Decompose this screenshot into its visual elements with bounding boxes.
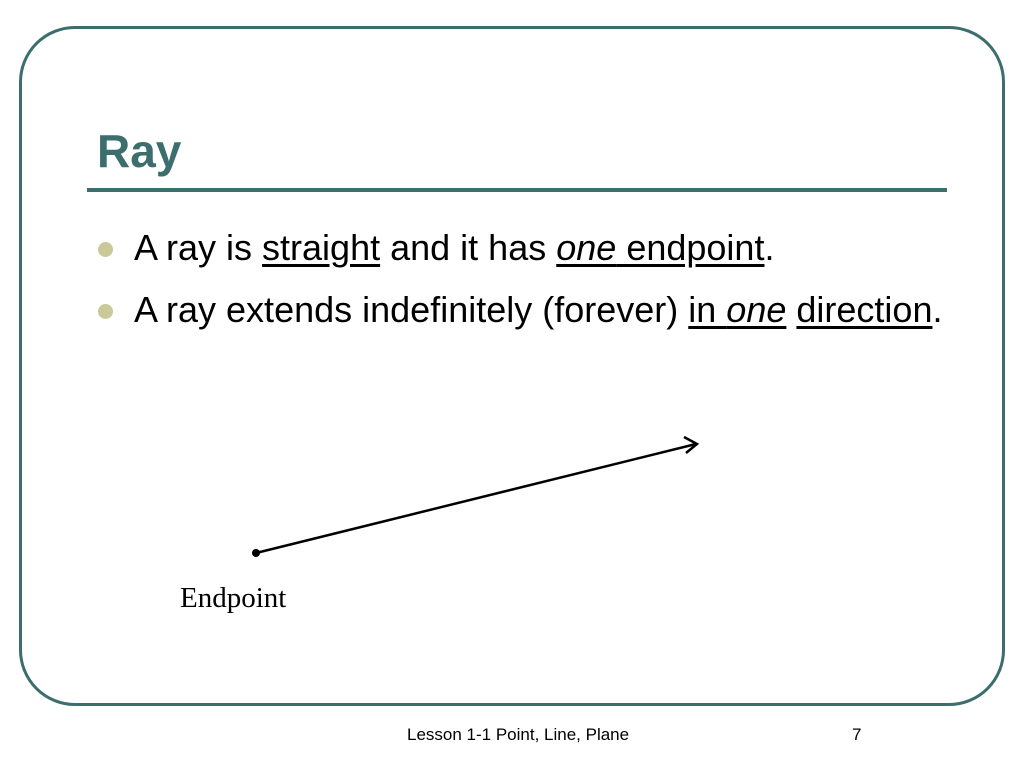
bullet-text: and it has [380, 227, 557, 268]
bullet-text: . [764, 227, 775, 268]
bullet-emphasis: direction [796, 289, 933, 330]
endpoint-label: Endpoint [180, 582, 287, 614]
footer-lesson: Lesson 1-1 Point, Line, Plane [407, 725, 630, 744]
bullet-emphasis: in [688, 289, 727, 330]
bullet-emphasis: straight [262, 227, 381, 268]
bullet-emphasis: one [556, 227, 617, 268]
endpoint-dot-icon [252, 549, 260, 557]
bullet-emphasis: one [726, 289, 787, 330]
bullet-text: A ray extends indefinitely (forever) [134, 289, 689, 330]
footer-page-number: 7 [852, 725, 862, 744]
bullet-text: A ray is [134, 227, 263, 268]
bullet-text: . [932, 289, 943, 330]
slide-title: Ray [97, 125, 182, 177]
bullet-emphasis: endpoint [616, 227, 765, 268]
ray-line [256, 444, 696, 553]
